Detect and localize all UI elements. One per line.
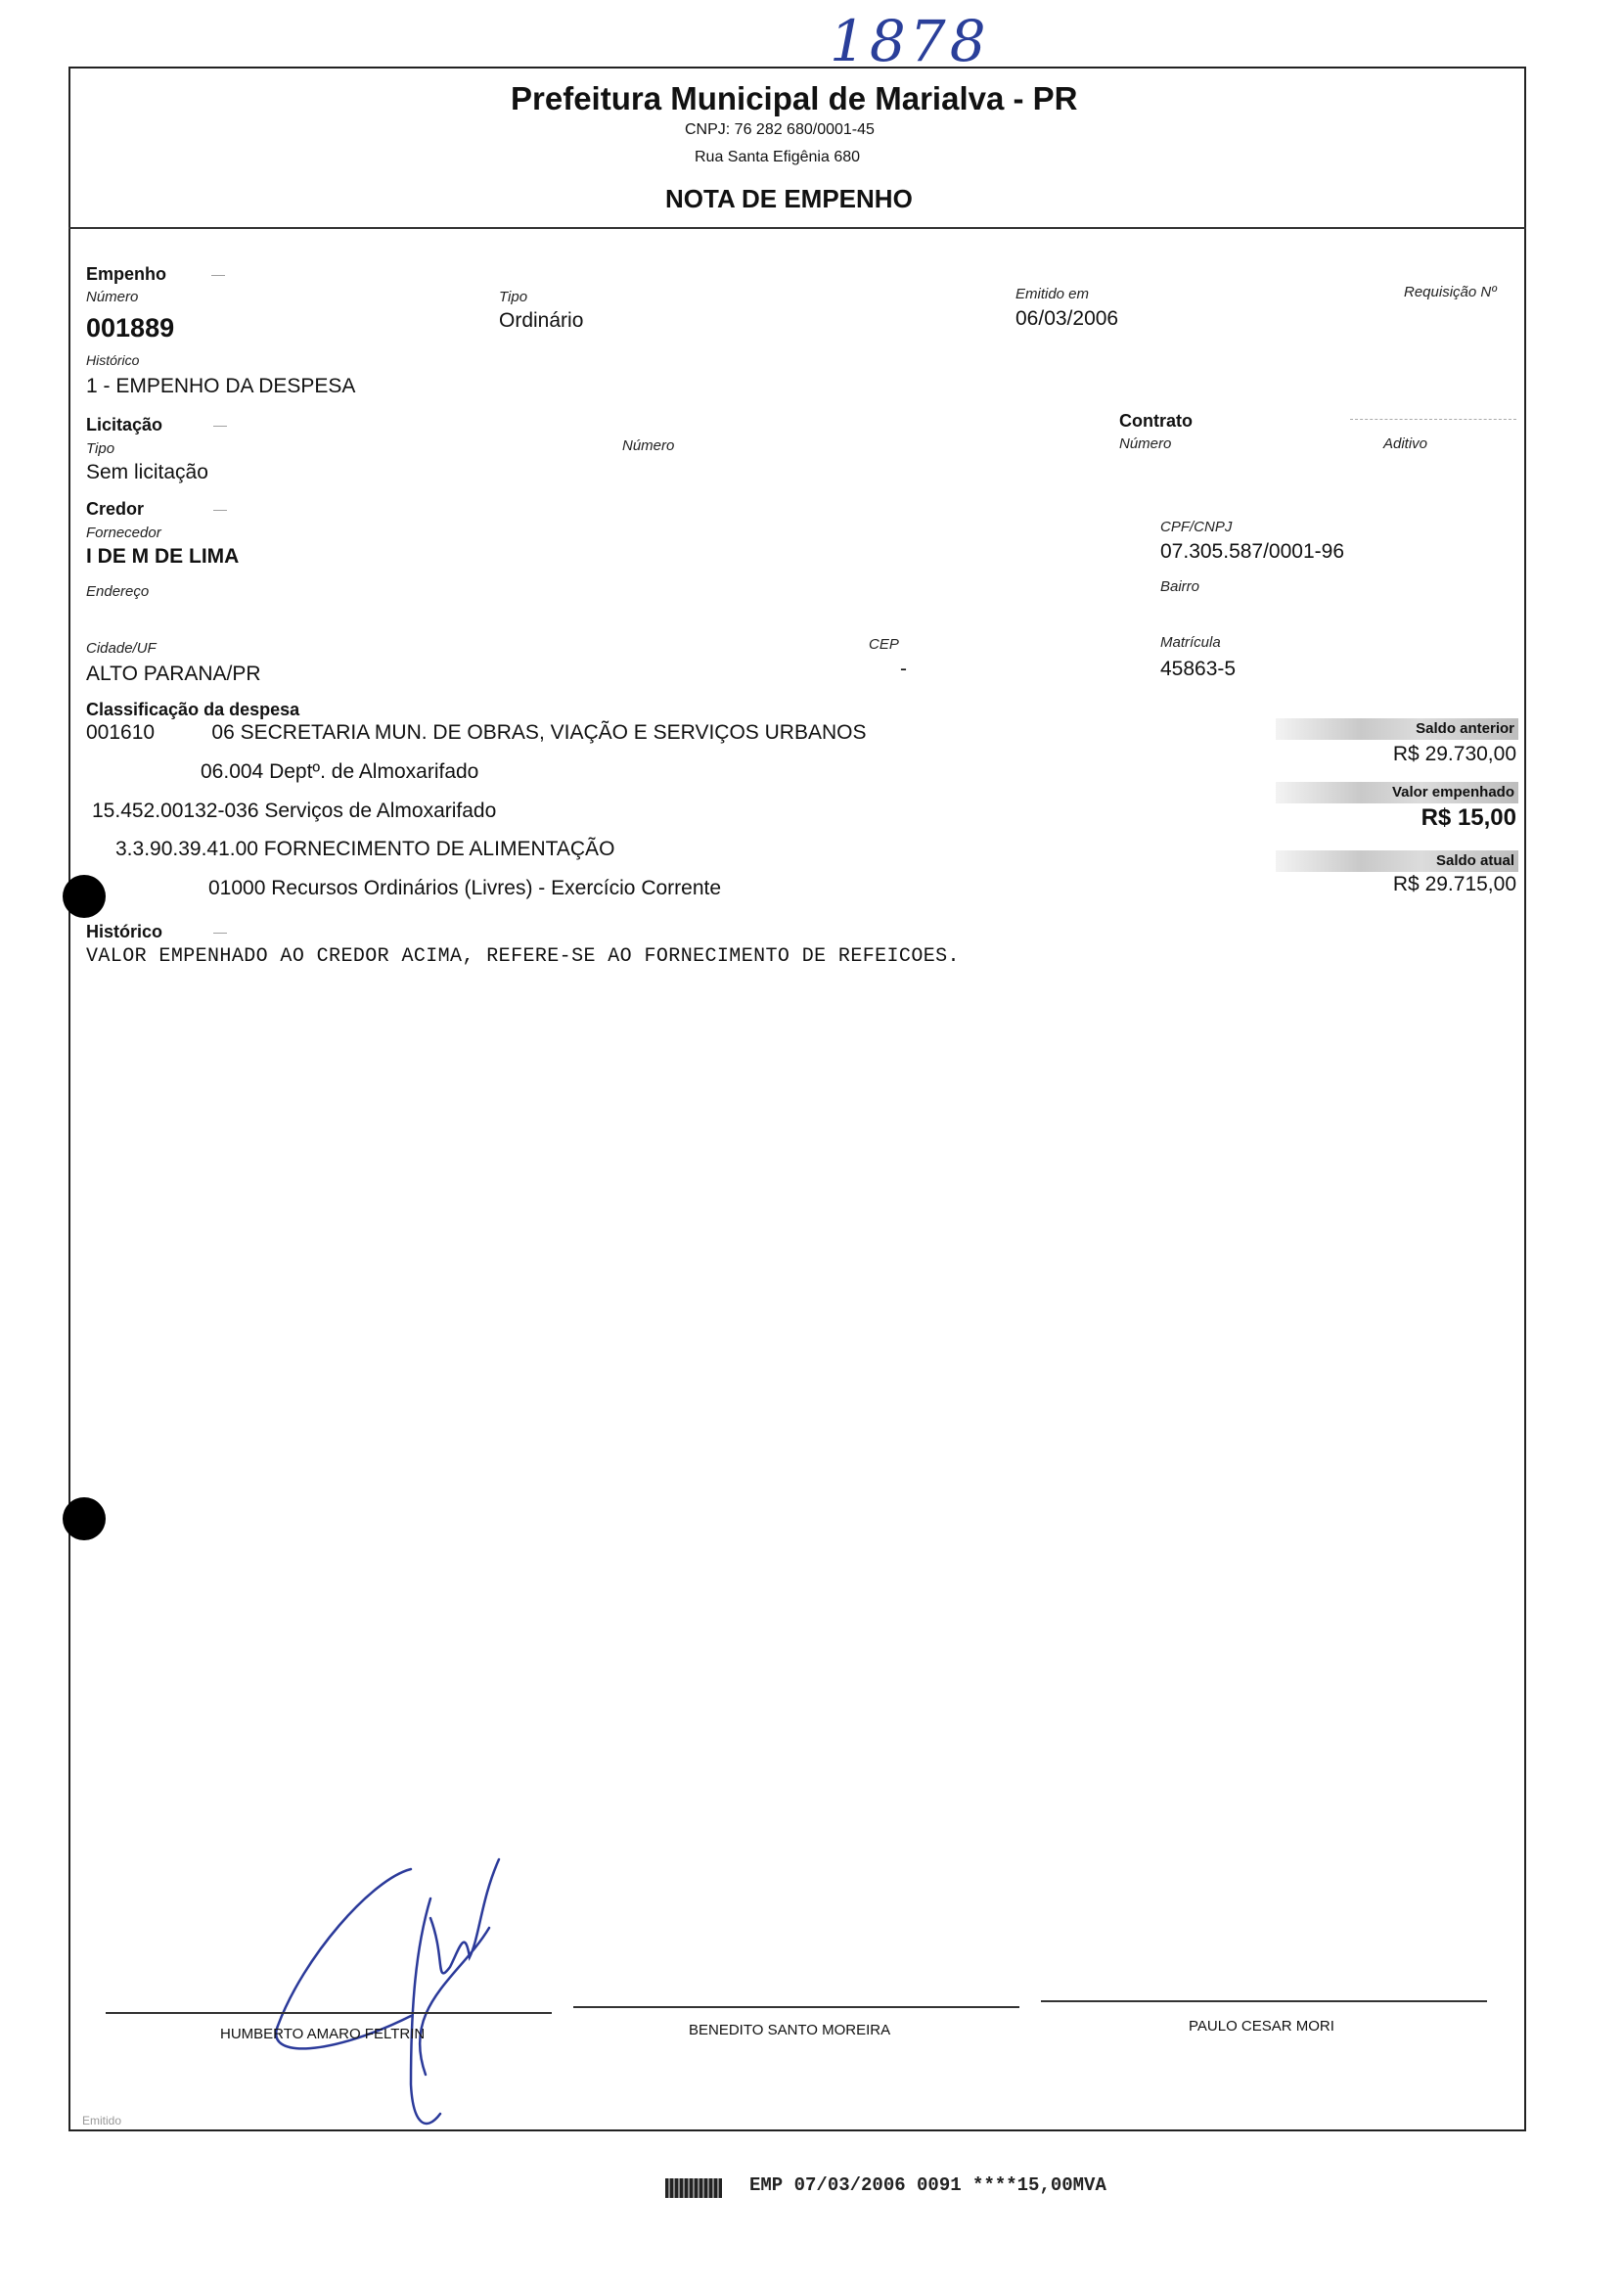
classificacao-section-label: Classificação da despesa xyxy=(86,700,300,719)
punch-hole xyxy=(63,875,106,918)
contrato-aditivo-label: Aditivo xyxy=(1383,435,1428,452)
empenho-tipo-label: Tipo xyxy=(499,289,528,305)
empenho-numero-label: Número xyxy=(86,289,139,305)
signature-name: PAULO CESAR MORI xyxy=(1189,2018,1334,2035)
cidade-value: ALTO PARANA/PR xyxy=(86,663,261,685)
footer-small-text: Emitido xyxy=(82,2114,122,2127)
classificacao-line: 3.3.90.39.41.00 FORNECIMENTO DE ALIMENTAÇÃO xyxy=(115,838,615,860)
matricula-value: 45863-5 xyxy=(1160,658,1237,680)
contrato-rule xyxy=(1350,419,1516,420)
stamp-logo xyxy=(665,2178,722,2198)
empenho-section-label: Empenho xyxy=(86,264,167,284)
authentication-stamp: EMP 07/03/2006 0091 ****15,00MVA xyxy=(749,2174,1106,2196)
cpf-cnpj-label: CPF/CNPJ xyxy=(1160,519,1233,535)
page-title: Prefeitura Municipal de Marialva - PR xyxy=(511,80,1078,116)
section-dash: — xyxy=(213,501,227,517)
header-divider xyxy=(68,227,1526,229)
cpf-cnpj-value: 07.305.587/0001-96 xyxy=(1160,540,1345,563)
classificacao-line: 01000 Recursos Ordinários (Livres) - Exercício Corrente xyxy=(208,877,722,899)
cidade-label: Cidade/UF xyxy=(86,640,157,657)
valor-empenhado-label: Valor empenhado xyxy=(1276,782,1518,803)
cep-value: - xyxy=(900,658,907,680)
saldo-anterior-value: R$ 29.730,00 xyxy=(1392,743,1516,765)
empenho-tipo: Ordinário xyxy=(499,309,584,332)
historico-text: VALOR EMPENHADO AO CREDOR ACIMA, REFERE-SE AO FORNECIMENTO DE REFEICOES. xyxy=(86,945,960,968)
header-cnpj: CNPJ: 76 282 680/0001-45 xyxy=(685,121,875,138)
classificacao-line: 06.004 Deptº. de Almoxarifado xyxy=(201,760,479,783)
empenho-numero: 001889 xyxy=(86,313,175,343)
classificacao-line: 15.452.00132-036 Serviços de Almoxarifado xyxy=(92,800,497,822)
endereco-label: Endereço xyxy=(86,583,150,600)
saldo-atual-value: R$ 29.715,00 xyxy=(1392,873,1516,895)
fornecedor-name: I DE M DE LIMA xyxy=(86,545,240,568)
contrato-section-label: Contrato xyxy=(1119,411,1193,431)
saldo-anterior-label: Saldo anterior xyxy=(1276,718,1518,740)
classificacao-line: 001610 06 SECRETARIA MUN. DE OBRAS, VIAÇÃO E SERVIÇOS URBANOS xyxy=(86,721,867,744)
cep-label: CEP xyxy=(869,636,899,653)
document-title: NOTA DE EMPENHO xyxy=(665,184,913,213)
header-address: Rua Santa Efigênia 680 xyxy=(695,149,861,165)
section-dash: — xyxy=(211,266,225,282)
valor-empenhado-value: R$ 15,00 xyxy=(1421,804,1516,831)
signature-name: BENEDITO SANTO MOREIRA xyxy=(689,2022,891,2038)
section-dash: — xyxy=(213,924,227,939)
licitacao-tipo-label: Tipo xyxy=(86,440,115,457)
licitacao-section-label: Licitação xyxy=(86,415,163,435)
section-dash: — xyxy=(213,417,227,433)
emitido-date: 06/03/2006 xyxy=(1015,307,1119,330)
signature-line xyxy=(1041,2000,1487,2002)
bairro-label: Bairro xyxy=(1160,578,1200,595)
historico-section-label: Histórico xyxy=(86,922,163,941)
signature-line xyxy=(573,2006,1019,2008)
empenho-historico: 1 - EMPENHO DA DESPESA xyxy=(86,375,356,397)
saldo-atual-label: Saldo atual xyxy=(1276,850,1518,872)
emitido-label: Emitido em xyxy=(1015,286,1090,302)
matricula-label: Matrícula xyxy=(1160,634,1221,651)
punch-hole xyxy=(63,1497,106,1540)
handwritten-page-number: 1878 xyxy=(830,8,990,74)
signature-line xyxy=(106,2012,552,2014)
fornecedor-label: Fornecedor xyxy=(86,525,161,541)
requisicao-label: Requisição Nº xyxy=(1404,284,1497,300)
signature-scribble xyxy=(264,1840,528,2153)
contrato-numero-label: Número xyxy=(1119,435,1172,452)
licitacao-numero-label: Número xyxy=(622,437,675,454)
credor-section-label: Credor xyxy=(86,499,145,519)
signature-name: HUMBERTO AMARO FELTRIN xyxy=(220,2026,426,2042)
licitacao-tipo: Sem licitação xyxy=(86,461,208,483)
empenho-historico-label: Histórico xyxy=(86,352,140,368)
